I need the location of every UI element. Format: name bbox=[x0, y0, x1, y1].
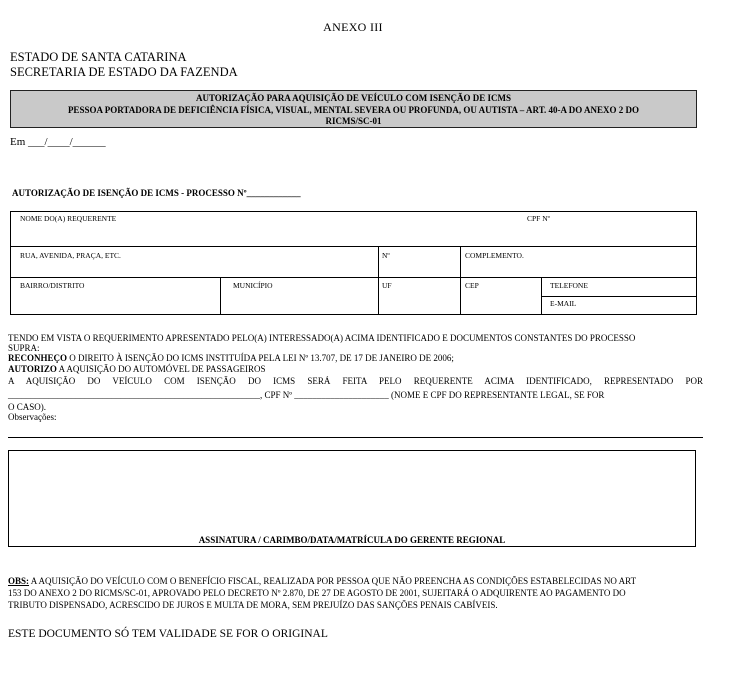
title-line-3: RICMS/SC-01 bbox=[325, 116, 382, 126]
body-paragraph-1-end: SUPRA: bbox=[8, 343, 40, 353]
reconheco-label: RECONHEÇO bbox=[8, 353, 68, 363]
field-numero[interactable]: Nº bbox=[382, 251, 390, 260]
signature-label: ASSINATURA / CARIMBO/DATA/MATRÍCULA DO GERENTE REGIONAL bbox=[198, 535, 506, 545]
field-telefone[interactable]: TELEFONE bbox=[550, 281, 588, 290]
obs-label: OBS: bbox=[8, 576, 30, 586]
obs-text-1: A AQUISIÇÃO DO VEÍCULO COM O BENEFÍCIO FISCAL, REALIZADA POR PESSOA QUE NÃO PREENCHA AS CONDIÇÕES ESTABELECIDAS NO ART bbox=[29, 576, 637, 586]
obs-line-3: TRIBUTO DISPENSADO, ACRESCIDO DE JUROS E MULTA DE MORA, SEM PREJUÍZO DAS SANÇÕES PENAIS CABÍVEIS. bbox=[8, 600, 498, 610]
field-email[interactable]: E-MAIL bbox=[550, 299, 577, 308]
representative-line-3: O CASO). bbox=[8, 402, 47, 412]
autorizo-label: AUTORIZO bbox=[8, 364, 57, 374]
signature-box[interactable] bbox=[8, 450, 696, 547]
field-cep[interactable]: CEP bbox=[465, 281, 479, 290]
obs-line-1 bbox=[8, 576, 636, 587]
process-line: AUTORIZAÇÃO DE ISENÇÃO DE ICMS - PROCESSO Nº____________ bbox=[12, 188, 301, 198]
field-cpf[interactable]: CPF Nº bbox=[527, 214, 550, 223]
document-title-box bbox=[10, 90, 697, 128]
field-complemento[interactable]: COMPLEMENTO. bbox=[465, 251, 524, 260]
field-nome-requerente[interactable]: NOME DO(A) REQUERENTE bbox=[20, 214, 117, 223]
state-name: ESTADO DE SANTA CATARINA bbox=[10, 50, 187, 64]
title-line-1: AUTORIZAÇÃO PARA AQUISIÇÃO DE VEÍCULO COM ISENÇÃO DE ICMS bbox=[195, 93, 512, 103]
reconheco-text: O DIREITO À ISENÇÃO DO ICMS INSTITUÍDA PELA LEI Nº 13.707, DE 17 DE JANEIRO DE 2006; bbox=[67, 353, 454, 363]
field-municipio[interactable]: MUNICÍPIO bbox=[233, 281, 273, 290]
reconheco-line bbox=[8, 353, 454, 364]
body-paragraph-1: TENDO EM VISTA O REQUERIMENTO APRESENTADO PELO(A) INTERESSADO(A) ACIMA IDENTIFICADO E DOCUMENTOS CONSTANTES DO PROCESSO bbox=[8, 333, 636, 343]
observacoes-line[interactable] bbox=[8, 437, 703, 438]
secretariat-name: SECRETARIA DE ESTADO DA FAZENDA bbox=[10, 65, 238, 79]
validity-notice: ESTE DOCUMENTO SÓ TEM VALIDADE SE FOR O ORIGINAL bbox=[8, 628, 328, 640]
date-line: Em ___/____/______ bbox=[10, 136, 106, 148]
field-rua[interactable]: RUA, AVENIDA, PRAÇA, ETC. bbox=[20, 251, 121, 260]
autorizo-text: A AQUISIÇÃO DO AUTOMÓVEL DE PASSAGEIROS bbox=[56, 364, 266, 374]
field-bairro[interactable]: BAIRRO/DISTRITO bbox=[20, 281, 85, 290]
title-line-2: PESSOA PORTADORA DE DEFICIÊNCIA FÍSICA, VISUAL, MENTAL SEVERA OU PROFUNDA, OU AUTISTA – ART. 40-A DO ANEXO 2 DO bbox=[67, 104, 640, 115]
obs-line-2: 153 DO ANEXO 2 DO RICMS/SC-01, APROVADO PELO DECRETO Nº 2.870, DE 27 DE AGOSTO DE 2001, SUJEITARÁ O ADQUIRENTE AO PAGAMENTO DO bbox=[8, 588, 626, 598]
observacoes-label: Observações: bbox=[8, 412, 57, 422]
annex-title: ANEXO III bbox=[323, 20, 383, 34]
autorizo-line bbox=[8, 364, 266, 375]
representative-line-2: ________________________________________________________, CPF Nº _____________________ (NOME E CPF DO REPRESENTANTE LEGAL, SE FOR bbox=[8, 390, 605, 400]
field-uf[interactable]: UF bbox=[382, 281, 392, 290]
representative-line-1: A AQUISIÇÃO DO VEÍCULO COM ISENÇÃO DO ICMS SERÁ FEITA PELO REQUERENTE ACIMA IDENTIFICADO, REPRESENTADO POR bbox=[8, 376, 703, 386]
